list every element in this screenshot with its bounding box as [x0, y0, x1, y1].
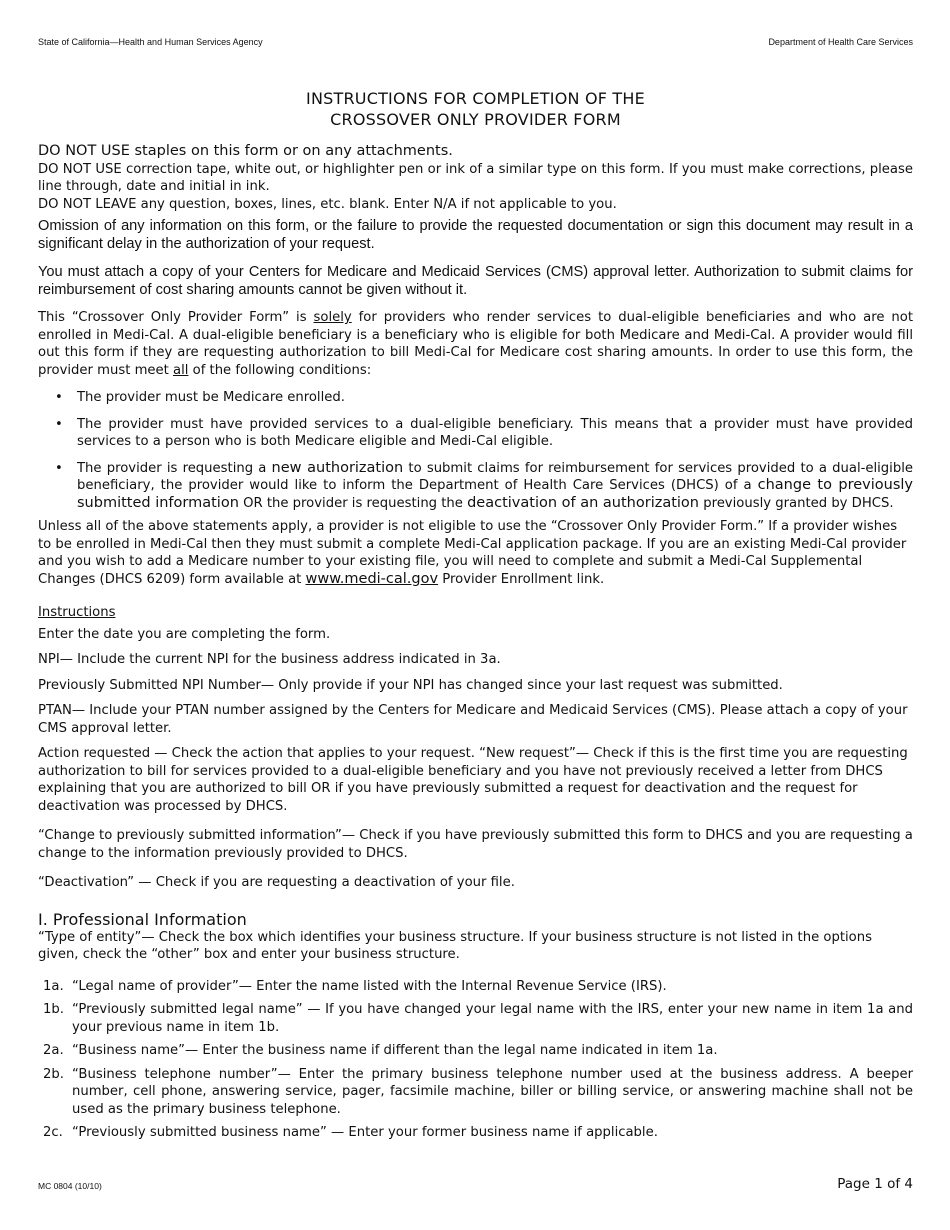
medi-cal-link[interactable]: www.medi-cal.gov: [305, 570, 439, 587]
instruction-deactivation: “Deactivation” — Check if you are requesting a deactivation of your file.: [38, 875, 515, 890]
instructions-heading: Instructions: [38, 605, 116, 620]
document-body: [38, 143, 913, 1148]
instruction-ptan: PTAN— Include your PTAN number assigned by the Centers for Medicare and Medicaid Services (CMS). Please attach a copy of your CMS approval letter.: [38, 703, 908, 736]
eligibility-paragraph: [38, 518, 913, 588]
document-title: [38, 88, 913, 130]
eligibility-text: Unless all of the above statements apply, a provider is not eligible to use the “Crossover Only Provider Form.” If a provider wishes to be enrolled in Medi-Cal then they must submit a complete Medi-Cal application package. If you are an existing Medi-Cal provider and you wish to add a Medicare number to your existing file, you will need to complete and submit a Medi-Cal Supplemental Changes (DHCS 6209) form available at: [38, 519, 907, 587]
intro-all: all: [173, 362, 189, 378]
item-text: “Previously submitted business name” — Enter your former business name if applicable.: [72, 1125, 658, 1140]
item-number: 2a.: [43, 1043, 64, 1058]
item-1b: [38, 1001, 913, 1036]
item-number: 2c.: [43, 1125, 63, 1140]
intro-text-2: for providers who render services to dual-eligible beneficiaries and who are not enrolled in Medi-Cal. A dual-eligible beneficiary is a beneficiary who is eligible for both Medicare and Medi-Cal. A provider would fill out this form if they are requesting authorization to bill Medi-Cal for Medicare cost sharing amounts. In order to use this form, the provider must meet: [38, 310, 914, 378]
document-page: [38, 0, 913, 1230]
condition-medicare-enrolled: • The provider must be Medicare enrolled.: [77, 389, 913, 407]
page-number: Page 1 of 4: [837, 1176, 913, 1192]
instruction-action: Action requested — Check the action that applies to your request. “New request”— Check if this is the first time you are requesting authorization to bill for services provided to a dual-eligible beneficiary and you have not previously received a letter from DHCS explaining that you are authorized to bill OR if you have previously submitted a request for deactivation and the request for deactivation was processed by DHCS.: [38, 746, 908, 814]
item-1a: [38, 978, 913, 996]
attach-cms-notice: You must attach a copy of your Centers for Medicare and Medicaid Services (CMS) approval letter. Authorization to submit claims for reimbursement of cost sharing amounts cannot be given without it.: [38, 264, 913, 298]
instruction-prev-npi: Previously Submitted NPI Number— Only provide if your NPI has changed since your last request was submitted.: [38, 677, 783, 693]
condition-request-type: [77, 460, 913, 513]
condition-text-c: to submit claims for reimbursement for services provided to a dual-eligible beneficiary, the provider would like to inform the Department of Health Care Services (DHCS) of a: [77, 460, 913, 493]
intro-text-3: of the following conditions:: [188, 362, 372, 378]
do-not-use-correction: DO NOT USE correction tape, white out, or highlighter pen or ink of a similar type on this form. If you must make corrections, please line through, date and initial in ink.: [38, 161, 913, 194]
item-number: 2b.: [43, 1066, 64, 1082]
item-number: 1a.: [43, 978, 64, 994]
item-2b: [38, 1066, 913, 1119]
conditions-list: [38, 389, 913, 512]
type-of-entity-instruction: “Type of entity”— Check the box which identifies your business structure. If your business structure is not listed in the options given, check the “other” box and enter your business structure.: [38, 929, 872, 962]
eligibility-text-after: Provider Enrollment link.: [438, 571, 605, 587]
item-2c: [38, 1124, 913, 1142]
condition-change-info: change to previously submitted information: [77, 477, 914, 511]
instruction-date: Enter the date you are completing the form.: [38, 626, 331, 642]
instruction-npi: NPI— Include the current NPI for the business address indicated in 3a.: [38, 652, 501, 667]
title-line-1: INSTRUCTIONS FOR COMPLETION OF THE: [306, 89, 645, 108]
department-header: Department of Health Care Services: [768, 37, 913, 47]
item-text: “Business telephone number”— Enter the primary business telephone number used at the business address. A beeper number, cell phone, answering service, pager, facsimile machine, biller or billing service, or answering machine shall not be used as the primary business telephone.: [72, 1066, 913, 1117]
agency-header: State of California—Health and Human Services Agency: [38, 37, 263, 47]
instruction-change: “Change to previously submitted information”— Check if you have previously submitted this form to DHCS and you are requesting a change to the information previously provided to DHCS.: [38, 828, 913, 861]
section-professional-info-heading: I. Professional Information: [38, 909, 247, 929]
condition-text-a: The provider is requesting a: [77, 460, 272, 476]
condition-dual-eligible: • The provider must have provided services to a dual-eligible beneficiary. This means that a provider must have provided services to a person who is both Medicare eligible and Medi-Cal eligible.: [77, 416, 913, 451]
item-text: “Business name”— Enter the business name if different than the legal name indicated in item 1a.: [72, 1043, 718, 1058]
item-text: “Previously submitted legal name” — If you have changed your legal name with the IRS, enter your new name in item 1a and your previous name in item 1b.: [72, 1002, 913, 1035]
intro-text-1: This “Crossover Only Provider Form” is: [38, 310, 314, 325]
intro-paragraph: [38, 309, 913, 379]
intro-solely: solely: [313, 310, 352, 325]
condition-text-e: OR the provider is requesting the: [238, 495, 468, 511]
condition-new-authorization: new authorization: [271, 459, 404, 476]
item-number: 1b.: [43, 1002, 64, 1017]
condition-deactivation: deactivation of an authorization: [467, 494, 699, 511]
item-2a: [38, 1042, 913, 1060]
condition-text-g: previously granted by DHCS.: [699, 495, 894, 511]
do-not-use-staples: DO NOT USE staples on this form or on any attachments.: [38, 143, 453, 159]
title-line-2: CROSSOVER ONLY PROVIDER FORM: [330, 110, 621, 129]
do-not-leave-blank: DO NOT LEAVE any question, boxes, lines, etc. blank. Enter N/A if not applicable to you.: [38, 196, 617, 212]
professional-info-items: [38, 978, 913, 1142]
item-text: “Legal name of provider”— Enter the name listed with the Internal Revenue Service (IRS).: [72, 978, 667, 994]
omission-notice: Omission of any information on this form, or the failure to provide the requested documentation or sign this document may result in a significant delay in the authorization of your request.: [38, 218, 913, 252]
form-number: MC 0804 (10/10): [38, 1181, 102, 1191]
